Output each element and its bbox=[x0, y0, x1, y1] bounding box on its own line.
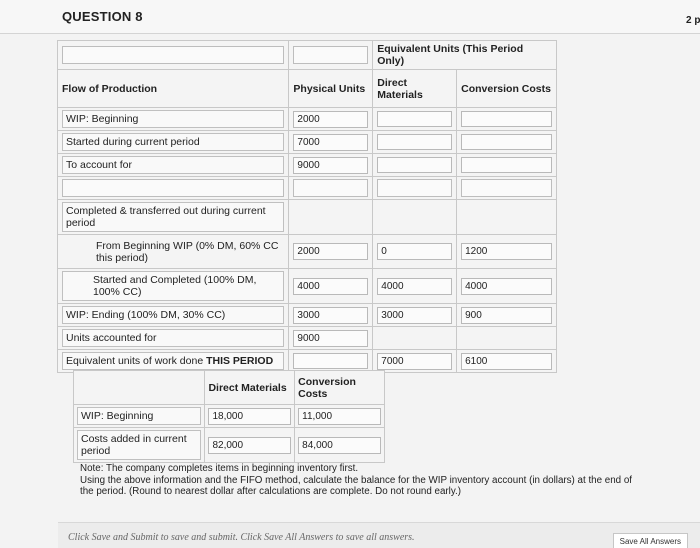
cc-cell[interactable] bbox=[457, 269, 557, 304]
physical-cell[interactable] bbox=[289, 235, 373, 269]
row-label bbox=[58, 327, 289, 350]
direct-materials-header: Direct Materials bbox=[205, 371, 295, 405]
physical-input[interactable]: 7000 bbox=[293, 134, 368, 151]
physical-input[interactable] bbox=[293, 353, 368, 369]
row-label bbox=[58, 108, 289, 131]
cc-input[interactable] bbox=[461, 111, 552, 127]
cc-cell[interactable] bbox=[457, 304, 557, 327]
row-label-text: WIP: Beginning bbox=[77, 407, 201, 425]
cc-input[interactable]: 4000 bbox=[461, 278, 552, 295]
equivalent-units-header: Equivalent Units (This Period Only) bbox=[373, 41, 557, 70]
dm-cell[interactable] bbox=[373, 131, 457, 154]
dm-input[interactable]: 0 bbox=[377, 243, 452, 260]
conversion-costs-header: Conversion Costs bbox=[457, 70, 557, 108]
equiv-label-prefix: Equivalent units of work done bbox=[66, 355, 207, 367]
row-label bbox=[58, 154, 289, 177]
dm-input[interactable] bbox=[377, 157, 452, 173]
wip-ending-label: WIP: Ending (100% DM, 30% CC) bbox=[62, 306, 284, 324]
question-points: 2 p bbox=[686, 15, 700, 26]
row-label bbox=[74, 428, 205, 463]
costs-table bbox=[73, 370, 385, 463]
cc-input[interactable]: 84,000 bbox=[298, 437, 381, 454]
dm-input[interactable]: 82,000 bbox=[208, 437, 291, 454]
blank-cell bbox=[373, 200, 457, 235]
blank-cell[interactable] bbox=[289, 41, 373, 70]
dm-cell[interactable] bbox=[373, 269, 457, 304]
completed-transferred-label: Completed & transferred out during current period bbox=[62, 202, 284, 232]
cc-cell[interactable] bbox=[295, 428, 385, 463]
blank-cell[interactable] bbox=[58, 177, 289, 200]
question-note bbox=[80, 463, 640, 498]
blank-cell[interactable] bbox=[373, 177, 457, 200]
blank-cell[interactable] bbox=[289, 177, 373, 200]
blank-cell bbox=[289, 200, 373, 235]
note-line-2: Using the above information and the FIFO method, calculate the balance for the WIP inventory account (in dollars) at the end of the period. (Round to nearest dollar after calculations are complete. Do not round early.) bbox=[80, 474, 633, 497]
dm-input[interactable]: 7000 bbox=[377, 353, 452, 370]
save-all-answers-button[interactable]: Save All Answers bbox=[613, 533, 688, 548]
cc-input[interactable] bbox=[461, 134, 552, 150]
physical-cell[interactable] bbox=[289, 327, 373, 350]
footer-instructions: Click Save and Submit to save and submit. Click Save All Answers to save all answers. bbox=[68, 532, 415, 543]
cc-input[interactable]: 1200 bbox=[461, 243, 552, 260]
dm-input[interactable]: 4000 bbox=[377, 278, 452, 295]
row-label-text: Costs added in current period bbox=[77, 430, 201, 460]
physical-cell[interactable] bbox=[289, 108, 373, 131]
flow-of-production-header: Flow of Production bbox=[58, 70, 289, 108]
dm-cell[interactable] bbox=[373, 304, 457, 327]
physical-units-header: Physical Units bbox=[289, 70, 373, 108]
dm-input[interactable]: 3000 bbox=[377, 307, 452, 324]
cc-cell[interactable] bbox=[457, 108, 557, 131]
cc-input[interactable]: 11,000 bbox=[298, 408, 381, 425]
question-title: QUESTION 8 bbox=[62, 9, 143, 24]
equivalent-units-table bbox=[57, 40, 557, 373]
footer-bar bbox=[58, 522, 700, 548]
physical-cell[interactable] bbox=[289, 131, 373, 154]
blank-cell bbox=[373, 327, 457, 350]
cc-cell[interactable] bbox=[295, 405, 385, 428]
cc-cell[interactable] bbox=[457, 154, 557, 177]
row-label-text: WIP: Beginning bbox=[62, 110, 284, 128]
cc-cell[interactable] bbox=[457, 131, 557, 154]
row-label bbox=[58, 269, 289, 304]
dm-input[interactable]: 18,000 bbox=[208, 408, 291, 425]
from-beginning-label: From Beginning WIP (0% DM, 60% CC this period) bbox=[96, 239, 279, 264]
dm-cell[interactable] bbox=[373, 235, 457, 269]
blank-cell[interactable] bbox=[58, 41, 289, 70]
cc-cell[interactable] bbox=[457, 235, 557, 269]
started-completed-label: Started and Completed (100% DM, 100% CC) bbox=[62, 271, 284, 301]
dm-input[interactable] bbox=[377, 134, 452, 150]
row-label bbox=[58, 131, 289, 154]
blank-cell bbox=[457, 200, 557, 235]
row-label-text: Started during current period bbox=[62, 133, 284, 151]
units-accounted-label: Units accounted for bbox=[62, 329, 284, 347]
physical-cell[interactable] bbox=[289, 154, 373, 177]
dm-cell[interactable] bbox=[373, 108, 457, 131]
row-label-text: To account for bbox=[62, 156, 284, 174]
question-header bbox=[0, 0, 700, 34]
blank-cell[interactable] bbox=[74, 371, 205, 405]
cc-cell[interactable] bbox=[457, 350, 557, 373]
physical-input[interactable]: 9000 bbox=[293, 330, 368, 347]
equivalent-units-label bbox=[62, 352, 284, 370]
blank-cell[interactable] bbox=[457, 177, 557, 200]
physical-input[interactable]: 4000 bbox=[293, 278, 368, 295]
dm-input[interactable] bbox=[377, 111, 452, 127]
cc-input[interactable]: 900 bbox=[461, 307, 552, 324]
dm-cell[interactable] bbox=[205, 428, 295, 463]
dm-cell[interactable] bbox=[373, 154, 457, 177]
physical-cell[interactable] bbox=[289, 269, 373, 304]
row-label bbox=[58, 235, 289, 269]
cc-input[interactable]: 6100 bbox=[461, 353, 552, 370]
note-line-1: Note: The company completes items in beginning inventory first. bbox=[80, 463, 359, 474]
physical-input[interactable]: 9000 bbox=[293, 157, 368, 174]
direct-materials-header: Direct Materials bbox=[373, 70, 457, 108]
conversion-costs-header: Conversion Costs bbox=[295, 371, 385, 405]
dm-cell[interactable] bbox=[373, 350, 457, 373]
physical-cell[interactable] bbox=[289, 304, 373, 327]
physical-input[interactable]: 3000 bbox=[293, 307, 368, 324]
physical-input[interactable]: 2000 bbox=[293, 111, 368, 128]
equiv-label-bold: THIS PERIOD bbox=[206, 355, 274, 367]
physical-input[interactable]: 2000 bbox=[293, 243, 368, 260]
dm-cell[interactable] bbox=[205, 405, 295, 428]
row-label bbox=[58, 200, 289, 235]
row-label bbox=[74, 405, 205, 428]
row-label bbox=[58, 304, 289, 327]
blank-cell bbox=[457, 327, 557, 350]
cc-input[interactable] bbox=[461, 157, 552, 173]
